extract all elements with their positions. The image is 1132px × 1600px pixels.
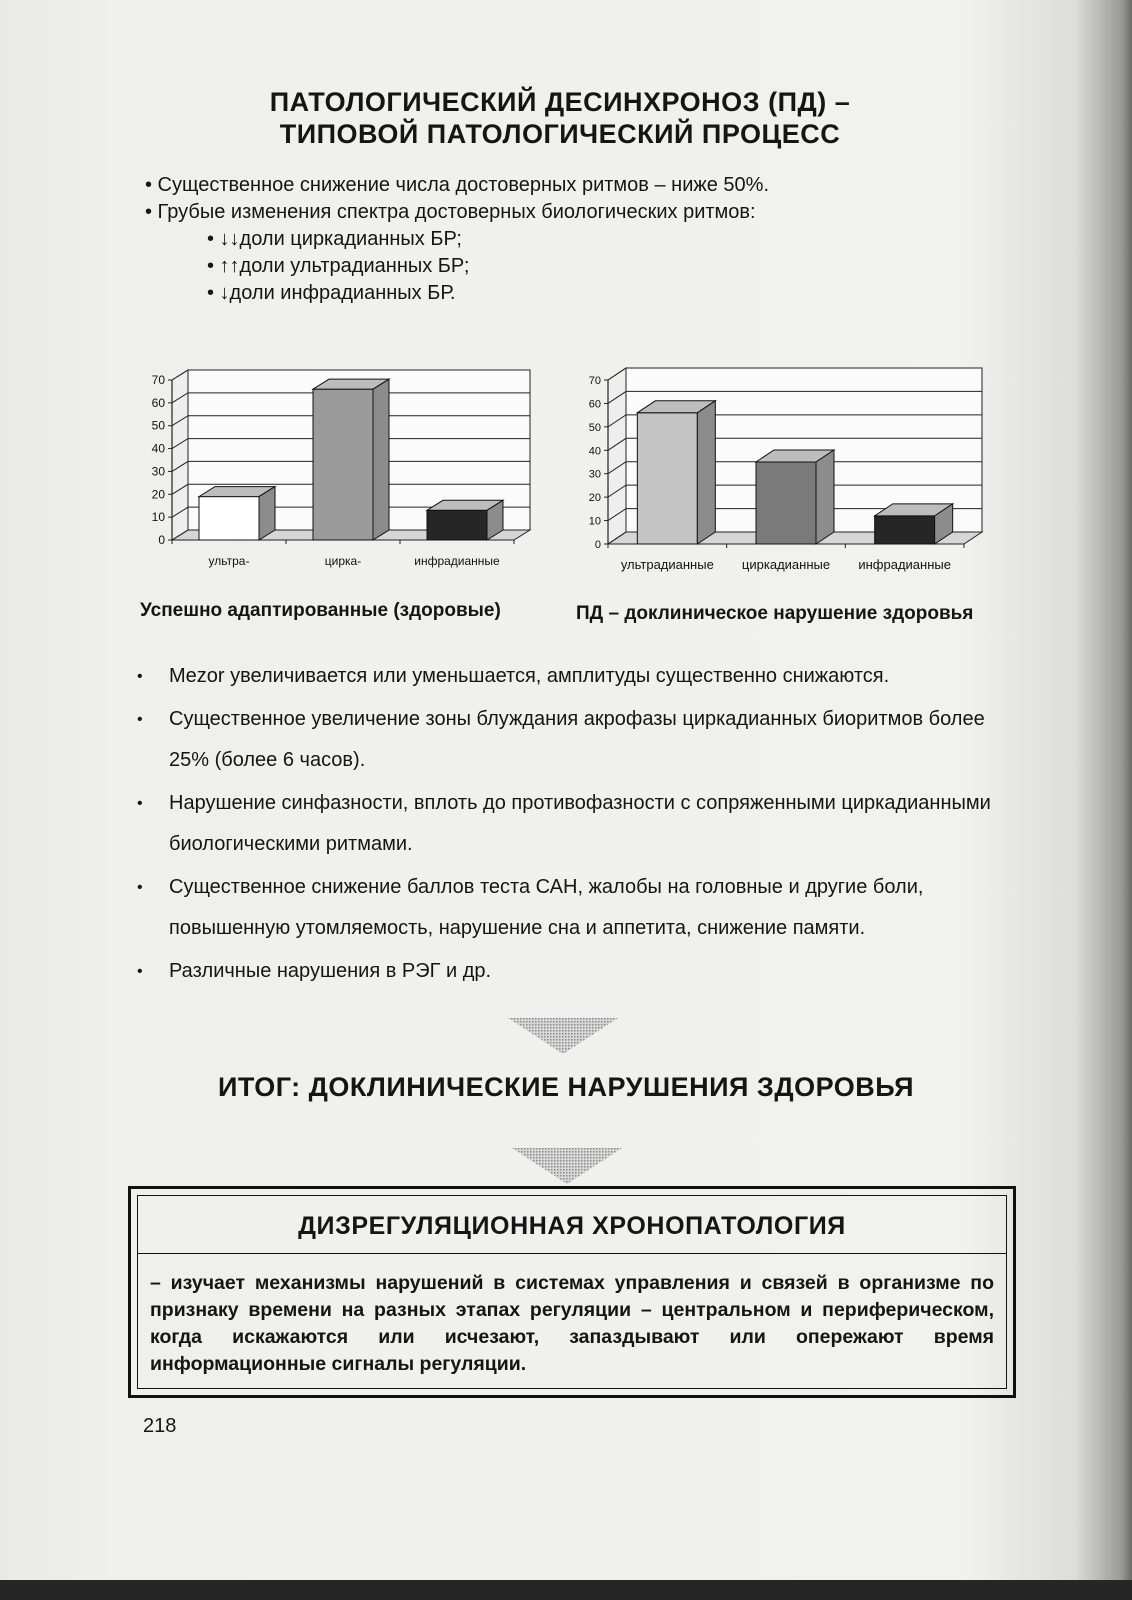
symptom-list — [137, 656, 1027, 994]
result-heading: ИТОГ: ДОКЛИНИЧЕСКИЕ НАРУШЕНИЯ ЗДОРОВЬЯ — [218, 1072, 915, 1102]
bullet-dot: • — [137, 795, 143, 812]
y-tick-label: 60 — [588, 398, 601, 411]
x-tick-label: инфрадианные — [414, 554, 500, 568]
bar — [637, 413, 697, 544]
y-tick-label: 30 — [588, 468, 601, 481]
top-bullet: • Существенное снижение числа достоверных ритмов – ниже 50%. — [145, 174, 770, 196]
y-tick-label: 0 — [158, 533, 165, 547]
list-item: • Существенное увеличение зоны блуждания акрофазы циркадианных биоритмов более 25% (более 6 часов). — [137, 699, 1027, 781]
chart-side-wall — [608, 368, 626, 544]
bar-side — [697, 401, 715, 544]
title-line-2: ТИПОВОЙ ПАТОЛОГИЧЕСКИЙ ПРОЦЕСС — [279, 119, 841, 149]
page-title — [170, 86, 950, 150]
chart-pd-svg — [574, 364, 994, 580]
x-tick-label: ультра- — [208, 554, 250, 568]
y-tick-label: 50 — [151, 418, 165, 433]
sub-bullet: • ↑↑доли ультрадианных БР; — [207, 255, 470, 277]
bullet-dot: • — [137, 963, 143, 980]
bar — [427, 510, 487, 540]
list-item: • Различные нарушения в РЭГ и др. — [137, 951, 1027, 992]
bullet-dot: • — [137, 879, 143, 896]
chart-healthy-svg — [138, 364, 538, 580]
title-line-1: ПАТОЛОГИЧЕСКИЙ ДЕСИНХРОНОЗ (ПД) – — [269, 87, 851, 117]
chart-caption-pd: ПД – доклиническое нарушение здоровья — [576, 603, 974, 624]
list-item: • Существенное снижение баллов теста САН, жалобы на головные и другие боли, повышенную утомляемость, нарушение сна и аппетита, снижение памяти. — [137, 867, 1027, 949]
bar — [199, 497, 259, 540]
y-tick-label: 70 — [588, 375, 601, 387]
y-tick-label: 20 — [151, 487, 165, 502]
sub-bullet: • ↓↓доли циркадианных БР; — [207, 228, 462, 250]
bar — [875, 516, 935, 544]
x-tick-label: циркадианные — [741, 557, 831, 572]
bar-side — [259, 487, 275, 540]
chart-side-wall — [172, 370, 188, 540]
y-tick-label: 20 — [588, 492, 601, 505]
y-tick-label: 10 — [151, 510, 165, 525]
y-tick-label: 50 — [588, 421, 601, 434]
y-tick-label: 60 — [151, 395, 165, 410]
chart-pd — [574, 364, 994, 580]
y-tick-label: 10 — [588, 515, 601, 528]
bar — [313, 389, 373, 540]
definition-box-inner — [137, 1195, 1007, 1389]
top-bullet: • Грубые изменения спектра достоверных биологических ритмов: — [145, 201, 756, 223]
scan-edge — [0, 1580, 1132, 1600]
page-number: 218 — [143, 1415, 177, 1437]
x-tick-label: ультрадианные — [620, 557, 714, 572]
y-tick-label: 70 — [151, 373, 165, 387]
y-tick-label: 0 — [594, 539, 601, 551]
down-arrow-icon — [512, 1148, 622, 1184]
bullet-dot: • — [137, 668, 143, 685]
definition-box — [128, 1186, 1016, 1398]
y-tick-label: 40 — [588, 445, 601, 458]
chart-caption-healthy: Успешно адаптированные (здоровые) — [140, 600, 501, 621]
definition-text: – изучает механизмы нарушений в системах управления и связей в организме по признаку времени на разных этапах регуляции – центральном и периферическом, когда искажаются или исчезают, запаздывают или опережают время информационные сигналы регуляции. — [150, 1272, 994, 1375]
bar — [756, 462, 816, 544]
definition-divider — [138, 1253, 1006, 1254]
down-arrow-icon — [508, 1018, 618, 1054]
x-tick-label: цирка- — [324, 554, 362, 568]
list-item: • Mezor увеличивается или уменьшается, амплитуды существенно снижаются. — [137, 656, 1027, 697]
y-tick-label: 40 — [151, 441, 165, 456]
bar-side — [816, 450, 834, 544]
bar-side — [373, 379, 389, 540]
definition-title: ДИЗРЕГУЛЯЦИОННАЯ ХРОНОПАТОЛОГИЯ — [298, 1212, 846, 1240]
sub-bullet: • ↓доли инфрадианных БР. — [207, 282, 456, 304]
list-item: • Нарушение синфазности, вплоть до противофазности с сопряженными циркадианными биологическими ритмами. — [137, 783, 1027, 865]
x-tick-label: инфрадианные — [858, 557, 951, 572]
y-tick-label: 30 — [151, 464, 165, 479]
bullet-dot: • — [137, 711, 143, 728]
top-bullet-list — [145, 172, 769, 307]
chart-healthy — [138, 364, 538, 580]
